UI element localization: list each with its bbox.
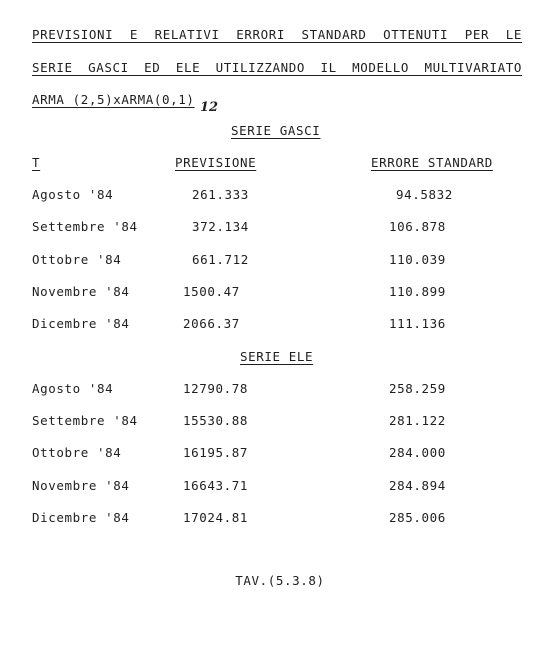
month-cell: Dicembre '84 xyxy=(32,510,130,525)
handwritten-subscript: 12 xyxy=(200,100,219,115)
column-header-t: T xyxy=(32,155,41,170)
errore-cell: 258.259 xyxy=(389,381,446,396)
month-cell: Settembre '84 xyxy=(32,413,138,428)
column-header-previsione: PREVISIONE xyxy=(175,155,257,170)
previsione-cell: 261.333 xyxy=(192,187,249,202)
errore-cell: 94.5832 xyxy=(396,187,453,202)
title-line-2: SERIE GASCI ED ELE UTILIZZANDO IL MODELLO MULTIVARIATO xyxy=(32,60,522,75)
column-header-errore-standard: ERRORE STANDARD xyxy=(371,155,493,170)
previsione-cell: 1500.47 xyxy=(183,284,240,299)
previsione-cell: 372.134 xyxy=(192,219,249,234)
table-row xyxy=(0,252,560,268)
title-line-3: ARMA (2,5)xARMA(0,1) xyxy=(32,92,195,107)
table-row xyxy=(0,381,560,397)
table-row xyxy=(0,316,560,332)
errore-cell: 284.000 xyxy=(389,445,446,460)
previsione-cell: 12790.78 xyxy=(183,381,249,396)
errore-cell: 110.899 xyxy=(389,284,446,299)
month-cell: Ottobre '84 xyxy=(32,445,122,460)
table-row xyxy=(0,413,560,429)
previsione-cell: 17024.81 xyxy=(183,510,249,525)
previsione-cell: 661.712 xyxy=(192,252,249,267)
month-cell: Dicembre '84 xyxy=(32,316,130,331)
month-cell: Agosto '84 xyxy=(32,187,114,202)
errore-cell: 281.122 xyxy=(389,413,446,428)
table-row xyxy=(0,187,560,203)
errore-cell: 106.878 xyxy=(389,219,446,234)
errore-cell: 110.039 xyxy=(389,252,446,267)
errore-cell: 284.894 xyxy=(389,478,446,493)
table-row xyxy=(0,510,560,526)
section-heading-gasci: SERIE GASCI xyxy=(231,123,321,138)
month-cell: Settembre '84 xyxy=(32,219,138,234)
previsione-cell: 16195.87 xyxy=(183,445,249,460)
errore-cell: 111.136 xyxy=(389,316,446,331)
table-row xyxy=(0,284,560,300)
table-row xyxy=(0,219,560,235)
title-line-1: PREVISIONI E RELATIVI ERRORI STANDARD OTTENUTI PER LE xyxy=(32,27,522,42)
month-cell: Novembre '84 xyxy=(32,284,130,299)
previsione-cell: 2066.37 xyxy=(183,316,240,331)
month-cell: Agosto '84 xyxy=(32,381,114,396)
section-heading-ele: SERIE ELE xyxy=(240,349,314,364)
month-cell: Novembre '84 xyxy=(32,478,130,493)
table-reference: TAV.(5.3.8) xyxy=(235,573,325,588)
errore-cell: 285.006 xyxy=(389,510,446,525)
previsione-cell: 15530.88 xyxy=(183,413,249,428)
previsione-cell: 16643.71 xyxy=(183,478,249,493)
month-cell: Ottobre '84 xyxy=(32,252,122,267)
table-row xyxy=(0,445,560,461)
table-row xyxy=(0,478,560,494)
